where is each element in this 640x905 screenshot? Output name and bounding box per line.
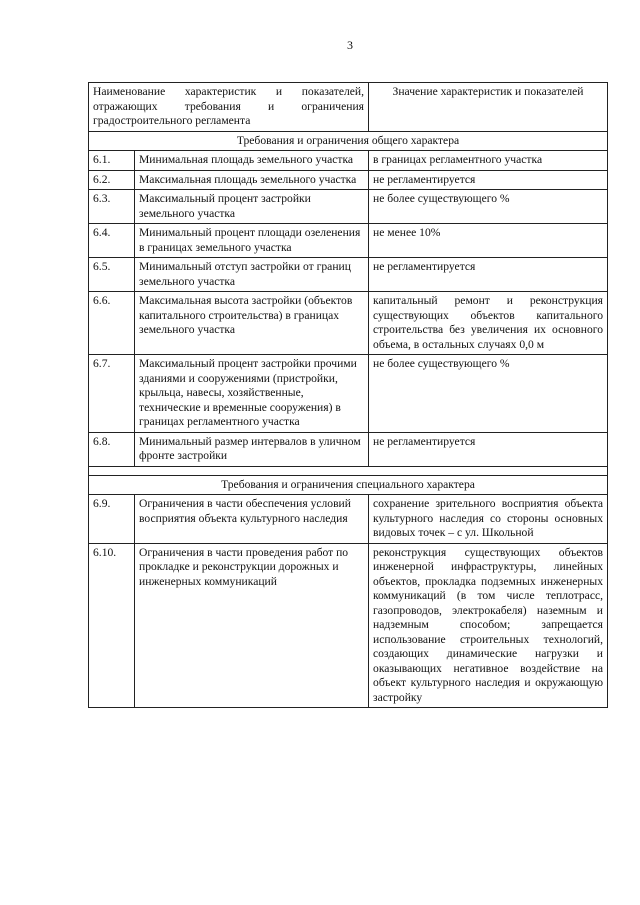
table-row: [89, 224, 608, 258]
row-value: не менее 10%: [369, 224, 608, 258]
table-row: [89, 292, 608, 355]
section-title-special: Требования и ограничения специального характера: [89, 475, 608, 495]
row-name: Максимальная высота застройки (объектов капитального строительства) в границах земельного участка: [135, 292, 369, 355]
section-row: [89, 131, 608, 151]
row-value: не более существующего %: [369, 190, 608, 224]
row-number: 6.6.: [89, 292, 135, 355]
table-row: [89, 258, 608, 292]
table-row: [89, 190, 608, 224]
table-row: [89, 151, 608, 171]
table-row: [89, 432, 608, 466]
row-name: Ограничения в части проведения работ по прокладке и реконструкции дорожных и инженерных коммуникаций: [135, 543, 369, 708]
row-number: 6.10.: [89, 543, 135, 708]
row-number: 6.3.: [89, 190, 135, 224]
header-characteristic-value: Значение характеристик и показателей: [369, 83, 608, 132]
header-characteristic-name: Наименование характеристик и показателей, отражающих требования и ограничения градостроительного регламента: [89, 83, 369, 132]
row-value: сохранение зрительного восприятия объекта культурного наследия со стороны основных видовых точек – с ул. Школьной: [369, 495, 608, 544]
row-name: Минимальный отступ застройки от границ земельного участка: [135, 258, 369, 292]
row-name: Максимальный процент застройки земельного участка: [135, 190, 369, 224]
row-name: Минимальный размер интервалов в уличном фронте застройки: [135, 432, 369, 466]
row-value: не регламентируется: [369, 170, 608, 190]
regulations-table: [88, 82, 608, 708]
row-number: 6.9.: [89, 495, 135, 544]
table-row: [89, 543, 608, 708]
row-number: 6.4.: [89, 224, 135, 258]
row-value: капитальный ремонт и реконструкция существующих объектов капитального строительства без увеличения их основного объема, в остальных случаях 0,0 м: [369, 292, 608, 355]
row-number: 6.8.: [89, 432, 135, 466]
page-number: 3: [347, 38, 353, 52]
row-name: Минимальная площадь земельного участка: [135, 151, 369, 171]
table-row: [89, 170, 608, 190]
row-value: реконструкция существующих объектов инженерной инфраструктуры, линейных объектов, прокладка подземных инженерных коммуникаций (в том числе теплотрасс, газопроводов, электрокабеля) наземным и надземным способом; запрещается использование строительных технологий, создающих динамические нагрузки и оказывающих негативное воздействие на объект культурного наследия и окружающую застройку: [369, 543, 608, 708]
table-header-row: [89, 83, 608, 132]
section-row: [89, 475, 608, 495]
row-number: 6.2.: [89, 170, 135, 190]
section-title-general: Требования и ограничения общего характера: [89, 131, 608, 151]
row-value: не регламентируется: [369, 258, 608, 292]
row-number: 6.7.: [89, 355, 135, 433]
row-value: в границах регламентного участка: [369, 151, 608, 171]
row-name: Ограничения в части обеспечения условий восприятия объекта культурного наследия: [135, 495, 369, 544]
row-value: не более существующего %: [369, 355, 608, 433]
row-name: Максимальный процент застройки прочими зданиями и сооружениями (пристройки, крыльца, навесы, хозяйственные, технические и временные сооружения) в границах регламентного участка: [135, 355, 369, 433]
spacer-row: [89, 466, 608, 475]
row-value: не регламентируется: [369, 432, 608, 466]
table-row: [89, 495, 608, 544]
row-name: Минимальный процент площади озеленения в границах земельного участка: [135, 224, 369, 258]
row-number: 6.1.: [89, 151, 135, 171]
row-number: 6.5.: [89, 258, 135, 292]
row-name: Максимальная площадь земельного участка: [135, 170, 369, 190]
table-row: [89, 355, 608, 433]
